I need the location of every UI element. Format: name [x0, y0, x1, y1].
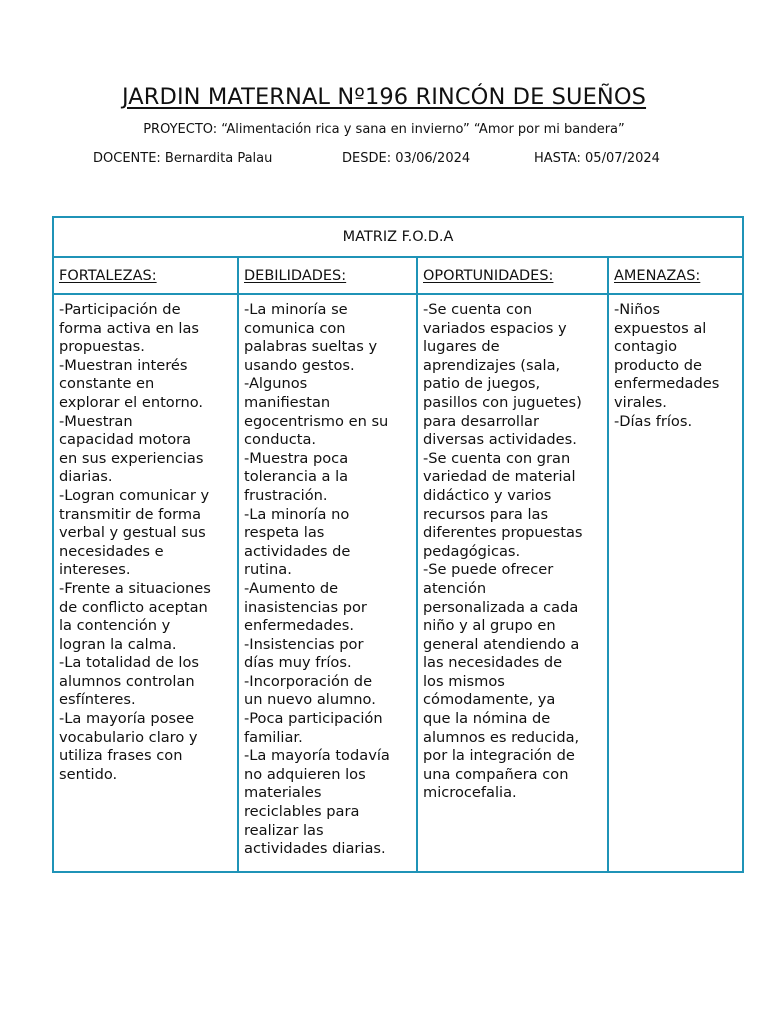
matrix-text-line: producto de	[614, 356, 702, 374]
matrix-text-line: comunica con	[244, 319, 346, 337]
matrix-text-line: capacidad motora	[59, 431, 192, 449]
matrix-text-line: frustración.	[244, 486, 328, 504]
matrix-text-line: -Se cuenta con gran	[423, 449, 571, 467]
matrix-text-line: -La mayoría todavía	[244, 747, 390, 765]
matrix-text-line: logran la calma.	[59, 635, 177, 653]
matrix-text-line: microcefalia.	[423, 784, 517, 802]
foda-matrix-table	[52, 216, 744, 873]
teacher-line: DOCENTE: Bernardita Palau	[93, 151, 273, 166]
school-title: JARDIN MATERNAL Nº196 RINCÓN DE SUEÑOS	[121, 84, 647, 110]
matrix-text-line: los mismos	[423, 672, 505, 690]
matrix-text-line: materiales	[244, 784, 322, 802]
matrix-text-line: diversas actividades.	[423, 431, 577, 449]
matrix-text-line: alumnos es reducida,	[423, 728, 580, 746]
matrix-text-line: respeta las	[244, 524, 325, 542]
matrix-text-line: -Muestra poca	[244, 449, 349, 467]
matrix-text-line: explorar el entorno.	[59, 393, 204, 411]
matrix-text-line: de conflicto aceptan	[59, 598, 208, 616]
strengths-heading: FORTALEZAS:	[53, 257, 238, 294]
matrix-text-line: recursos para las	[423, 505, 549, 523]
matrix-text-line: palabras sueltas y	[244, 338, 378, 356]
threats-heading: AMENAZAS:	[608, 257, 743, 294]
matrix-text-line: -Frente a situaciones	[59, 579, 211, 597]
matrix-text-line: sentido.	[59, 765, 118, 783]
matrix-text-line: familiar.	[244, 728, 303, 746]
matrix-text-line: tolerancia a la	[244, 468, 349, 486]
matrix-text-line: -Muestran interés	[59, 356, 188, 374]
matrix-text-line: -Días fríos.	[614, 412, 693, 430]
matrix-text-line: didáctico y varios	[423, 486, 552, 504]
matrix-text-line: realizar las	[244, 821, 324, 839]
matrix-text-line: inasistencias por	[244, 598, 367, 616]
matrix-text-line: transmitir de forma	[59, 505, 202, 523]
matrix-text-line: variedad de material	[423, 468, 576, 486]
matrix-text-line: manifiestan	[244, 393, 331, 411]
matrix-text-line: enfermedades	[614, 375, 720, 393]
matrix-text-line: para desarrollar	[423, 412, 539, 430]
matrix-text-line: rutina.	[244, 561, 292, 579]
matrix-text-line: una compañera con	[423, 765, 569, 783]
matrix-text-line: -Niños	[614, 301, 661, 318]
weaknesses-heading: DEBILIDADES:	[238, 257, 417, 294]
matrix-text-line: personalizada a cada	[423, 598, 579, 616]
matrix-text-line: esfínteres.	[59, 691, 136, 709]
matrix-text-line: reciclables para	[244, 803, 360, 821]
matrix-text-line: un nuevo alumno.	[244, 691, 376, 709]
threats-content	[608, 294, 743, 872]
opportunities-heading: OPORTUNIDADES:	[417, 257, 608, 294]
matrix-text-line: actividades diarias.	[244, 840, 386, 858]
matrix-text-line: constante en	[59, 375, 155, 393]
matrix-title-row	[53, 217, 743, 257]
matrix-text-line: propuestas.	[59, 338, 145, 356]
matrix-text-line: vocabulario claro y	[59, 728, 198, 746]
matrix-text-line: -Logran comunicar y	[59, 486, 210, 504]
matrix-text-line: -La minoría se	[244, 301, 348, 318]
matrix-text-line: alumnos controlan	[59, 672, 195, 690]
matrix-text-line: -Participación de	[59, 301, 181, 318]
matrix-text-line: virales.	[614, 393, 667, 411]
matrix-text-line: -La minoría no	[244, 505, 350, 523]
matrix-heading-row	[53, 257, 743, 294]
matrix-text-line: usando gestos.	[244, 356, 355, 374]
matrix-text-line: verbal y gestual sus	[59, 524, 206, 542]
matrix-text-line: niño y al grupo en	[423, 617, 556, 635]
matrix-text-line: -Se cuenta con	[423, 301, 533, 318]
matrix-text-line: diferentes propuestas	[423, 524, 583, 542]
matrix-text-line: no adquieren los	[244, 765, 366, 783]
matrix-text-line: aprendizajes (sala,	[423, 356, 561, 374]
matrix-text-line: utiliza frases con	[59, 747, 183, 765]
matrix-text-line: conducta.	[244, 431, 317, 449]
matrix-text-line: variados espacios y	[423, 319, 567, 337]
matrix-text-line: expuestos al	[614, 319, 707, 337]
matrix-text-line: diarias.	[59, 468, 113, 486]
matrix-text-line: forma activa en las	[59, 319, 200, 337]
matrix-text-line: por la integración de	[423, 747, 575, 765]
weaknesses-content	[238, 294, 417, 872]
matrix-text-line: actividades de	[244, 542, 351, 560]
matrix-text-line: -Algunos	[244, 375, 308, 393]
matrix-text-line: -Incorporación de	[244, 672, 373, 690]
matrix-text-line: en sus experiencias	[59, 449, 204, 467]
matrix-text-line: -La mayoría posee	[59, 710, 195, 728]
matrix-text-line: que la nómina de	[423, 710, 551, 728]
matrix-text-line: contagio	[614, 338, 678, 356]
strengths-content	[53, 294, 238, 872]
opportunities-content	[417, 294, 608, 872]
matrix-text-line: necesidades e	[59, 542, 164, 560]
matrix-text-line: -La totalidad de los	[59, 654, 199, 672]
matrix-text-line: días muy fríos.	[244, 654, 352, 672]
matrix-text-line: -Insistencias por	[244, 635, 364, 653]
matrix-text-line: pasillos con juguetes)	[423, 393, 582, 411]
matrix-text-line: la contención y	[59, 617, 171, 635]
matrix-text-line: -Poca participación	[244, 710, 383, 728]
project-line: PROYECTO: “Alimentación rica y sana en invierno” “Amor por mi bandera”	[143, 122, 625, 137]
matrix-content-row	[53, 294, 743, 872]
matrix-text-line: cómodamente, ya	[423, 691, 556, 709]
matrix-text-line: pedagógicas.	[423, 542, 521, 560]
start-date: DESDE: 03/06/2024	[342, 151, 471, 166]
matrix-text-line: patio de juegos,	[423, 375, 541, 393]
matrix-text-line: -Se puede ofrecer	[423, 561, 554, 579]
matrix-text-line: lugares de	[423, 338, 500, 356]
end-date: HASTA: 05/07/2024	[534, 151, 660, 166]
matrix-text-line: las necesidades de	[423, 654, 563, 672]
matrix-text-line: -Aumento de	[244, 579, 339, 597]
matrix-text-line: general atendiendo a	[423, 635, 580, 653]
matrix-text-line: intereses.	[59, 561, 131, 579]
matrix-text-line: egocentrismo en su	[244, 412, 389, 430]
matrix-text-line: enfermedades.	[244, 617, 354, 635]
matrix-title: MATRIZ F.O.D.A	[53, 217, 743, 257]
matrix-text-line: atención	[423, 579, 487, 597]
matrix-text-line: -Muestran	[59, 412, 133, 430]
